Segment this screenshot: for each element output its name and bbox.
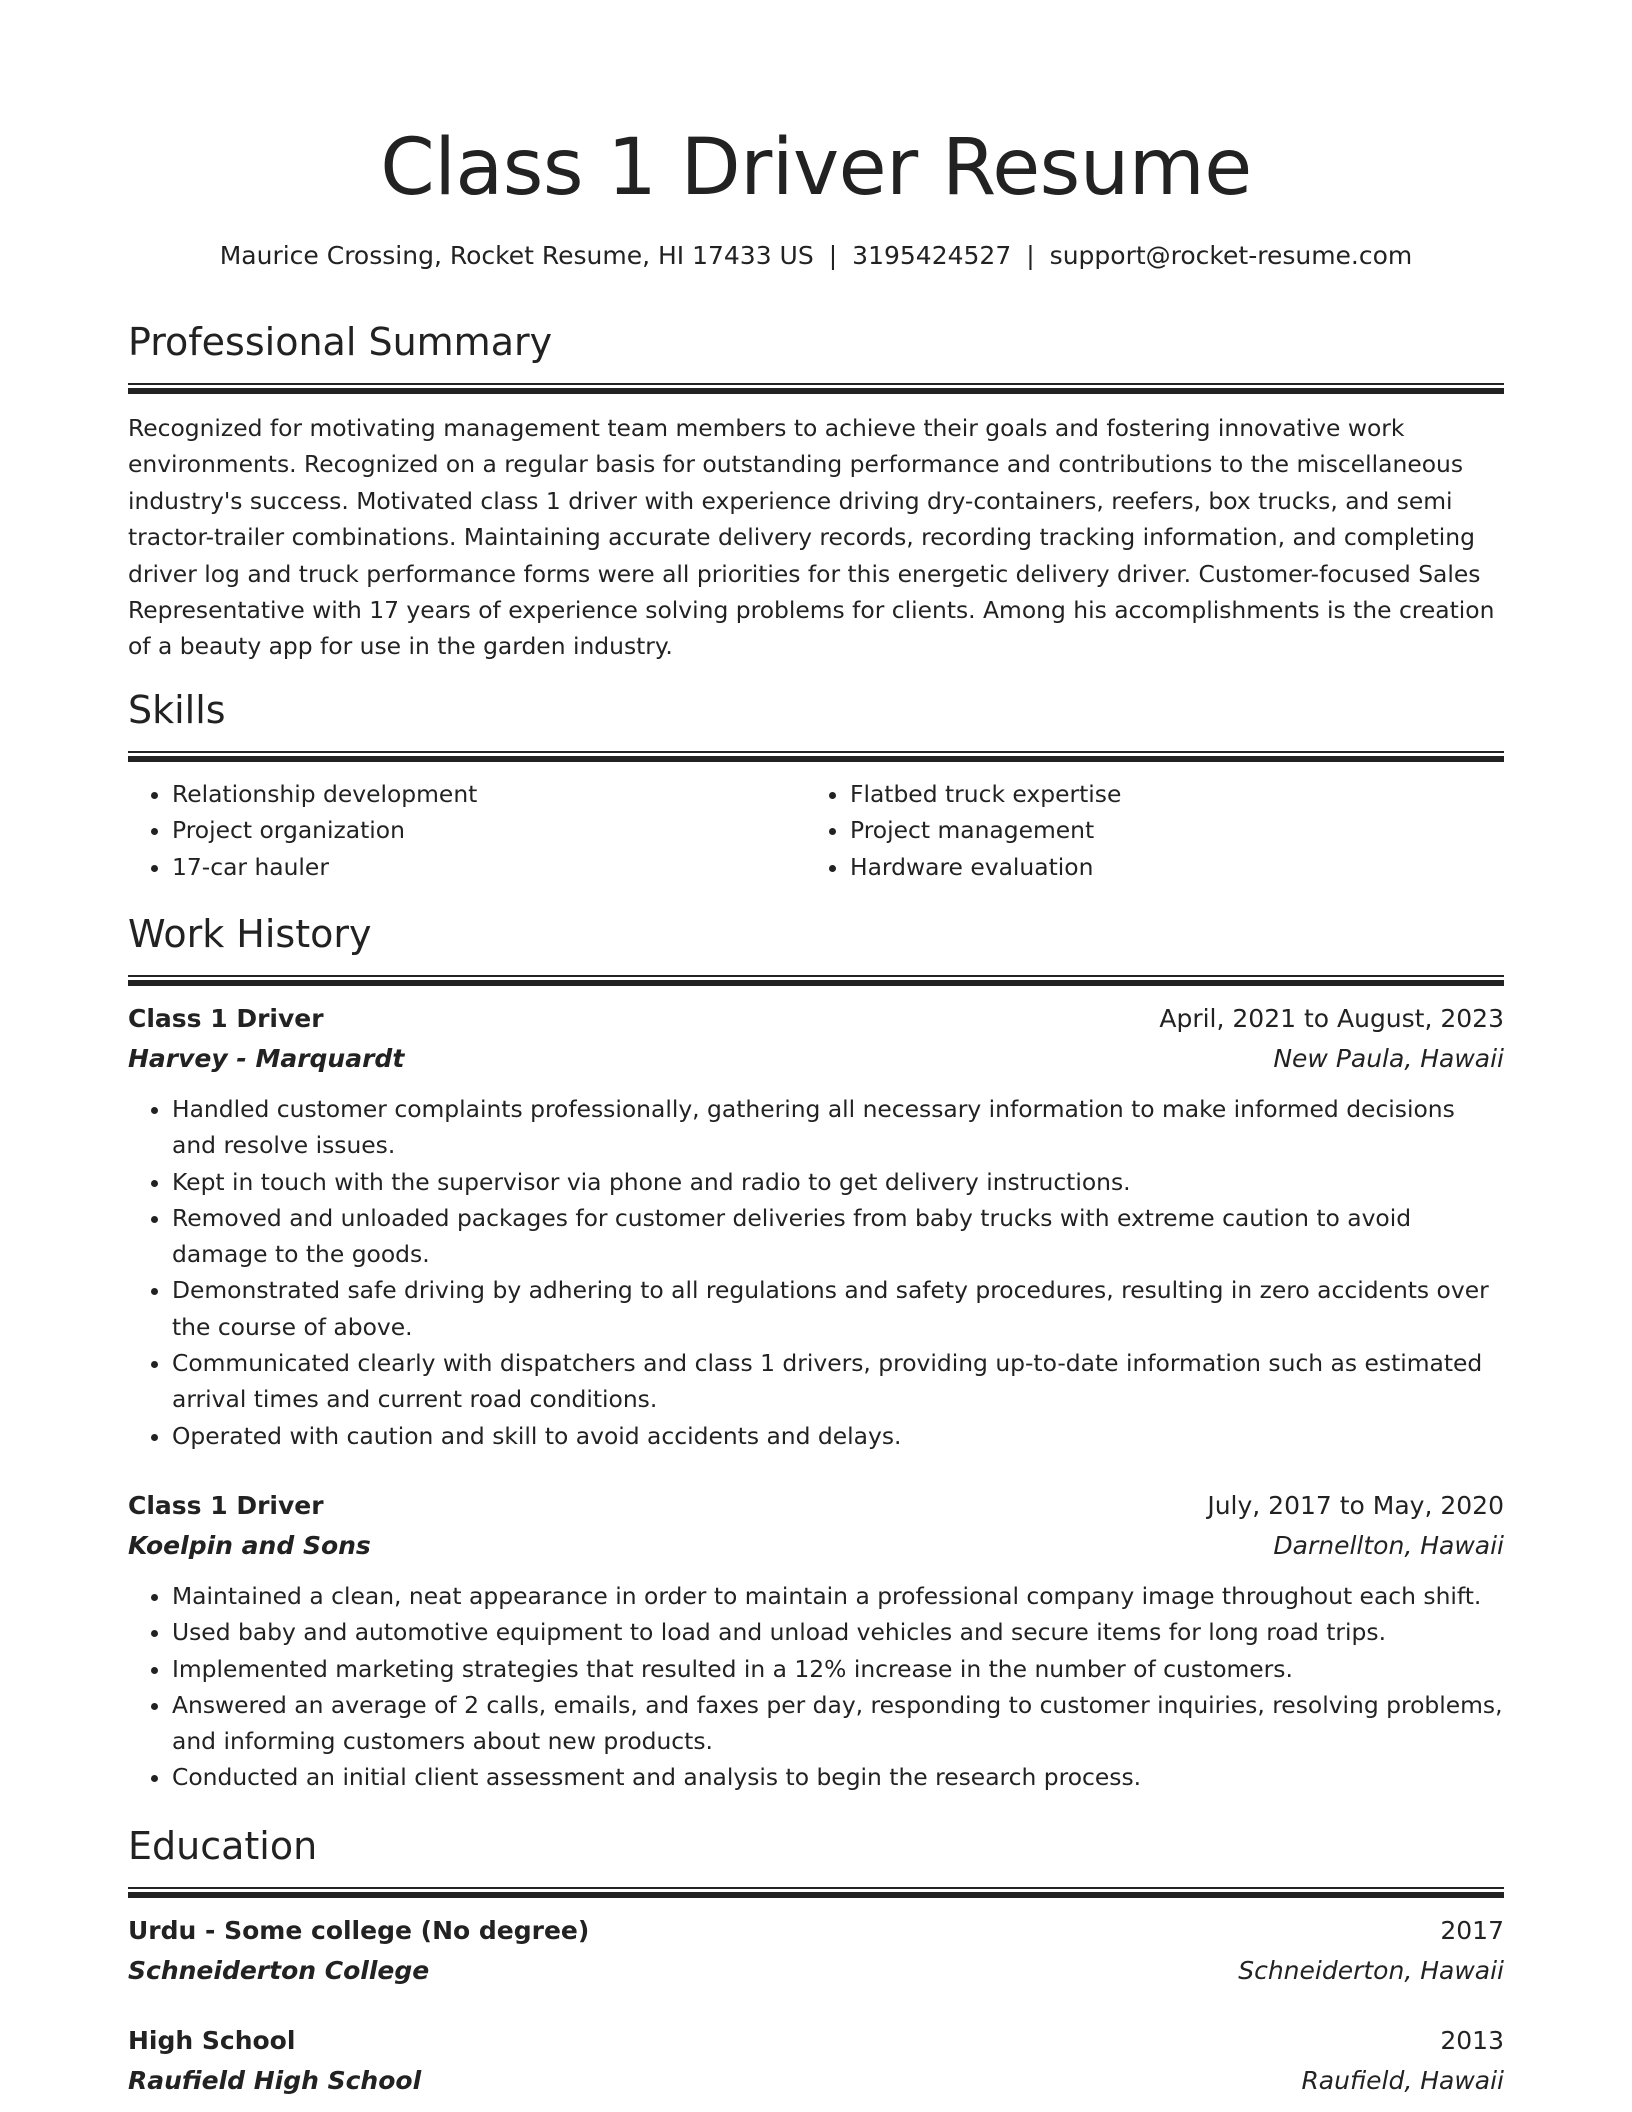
education-school: Schneiderton College [128,1956,430,1985]
section-divider [128,975,1504,986]
skill-item: • 17-car hauler [172,849,806,885]
skills-column-right [806,776,1484,885]
skill-item: • Project management [850,812,1484,848]
job-bullet: • Handled customer complaints professionally, gathering all necessary information to make informed decisions and resolve issues. [172,1091,1504,1164]
contact-email: support@rocket-resume.com [1049,241,1413,270]
contact-separator: | [828,241,838,270]
job-title: Class 1 Driver [128,1004,324,1033]
section-divider [128,1887,1504,1898]
education-year: 2013 [1440,2026,1504,2055]
job-bullet: • Demonstrated safe driving by adhering to all regulations and safety procedures, resulting in zero accidents over the course of above. [172,1272,1504,1345]
education-section [128,1821,1504,1898]
skill-item: • Flatbed truck expertise [850,776,1484,812]
contact-phone: 3195424527 [852,241,1012,270]
education-entry [128,2021,1504,2101]
skill-item: • Hardware evaluation [850,849,1484,885]
job-title: Class 1 Driver [128,1491,324,1520]
education-location: Raufield, Hawaii [1301,2066,1504,2095]
education-degree: Urdu - Some college (No degree) [128,1916,590,1945]
skills-section [128,685,1504,885]
skill-item: • Project organization [172,812,806,848]
education-degree: High School [128,2026,296,2055]
section-divider [128,383,1504,394]
education-entry [128,1911,1504,1991]
work-history-section [128,909,1504,986]
job-bullet: • Implemented marketing strategies that resulted in a 12% increase in the number of customers. [172,1651,1504,1687]
skills-column-left [128,776,806,885]
education-school: Raufield High School [128,2066,422,2095]
summary-heading: Professional Summary [128,320,553,364]
job-bullets [128,1578,1504,1796]
contact-separator: | [1026,241,1035,270]
summary-text: Recognized for motivating management team members to achieve their goals and fostering innovative work environments. Recognized on a regular basis for outstanding performance and contributions to the miscellaneous industry's success. Motivated class 1 driver with experience driving dry-containers, reefers, box trucks, and semi tractor-trailer combinations. Maintaining accurate delivery records, recording tracking information, and completing driver log and truck performance forms were all priorities for this energetic delivery driver. Customer-focused Sales Representative with 17 years of experience solving problems for clients. Among his accomplishments is the creation of a beauty app for use in the garden industry. [128,414,1495,661]
job-entry [128,1486,1504,1796]
work-history-heading: Work History [128,912,372,956]
job-bullet: • Conducted an initial client assessment and analysis to begin the research process. [172,1759,1504,1795]
job-location: New Paula, Hawaii [1273,1044,1504,1073]
job-location: Darnellton, Hawaii [1273,1531,1504,1560]
summary-section [128,317,1504,665]
education-heading: Education [128,1824,318,1868]
education-year: 2017 [1440,1916,1504,1945]
job-dates: July, 2017 to May, 2020 [1207,1491,1504,1520]
job-bullet: • Kept in touch with the supervisor via phone and radio to get delivery instructions. [172,1164,1504,1200]
job-bullet: • Used baby and automotive equipment to load and unload vehicles and secure items for long road trips. [172,1614,1504,1650]
education-location: Schneiderton, Hawaii [1238,1956,1504,1985]
resume-title: Class 1 Driver Resume [380,123,1252,213]
job-bullet: • Answered an average of 2 calls, emails, and faxes per day, responding to customer inquiries, resolving problems, and informing customers about new products. [172,1687,1504,1760]
skills-heading: Skills [128,688,226,732]
job-bullets [128,1091,1504,1454]
job-bullet: • Communicated clearly with dispatchers and class 1 drivers, providing up-to-date information such as estimated arrival times and current road conditions. [172,1345,1504,1418]
contact-line [128,236,1504,276]
job-company: Koelpin and Sons [128,1531,371,1560]
section-divider [128,751,1504,762]
job-bullet: • Removed and unloaded packages for customer deliveries from baby trucks with extreme caution to avoid damage to the goods. [172,1200,1504,1273]
job-company: Harvey - Marquardt [128,1044,405,1073]
job-dates: April, 2021 to August, 2023 [1159,1004,1504,1033]
skill-item: • Relationship development [172,776,806,812]
skills-grid [128,776,1504,885]
job-entry [128,999,1504,1454]
contact-address: Maurice Crossing, Rocket Resume, HI 17433 US [219,241,814,270]
job-bullet: • Maintained a clean, neat appearance in order to maintain a professional company image throughout each shift. [172,1578,1504,1614]
job-bullet: • Operated with caution and skill to avoid accidents and delays. [172,1418,1504,1454]
